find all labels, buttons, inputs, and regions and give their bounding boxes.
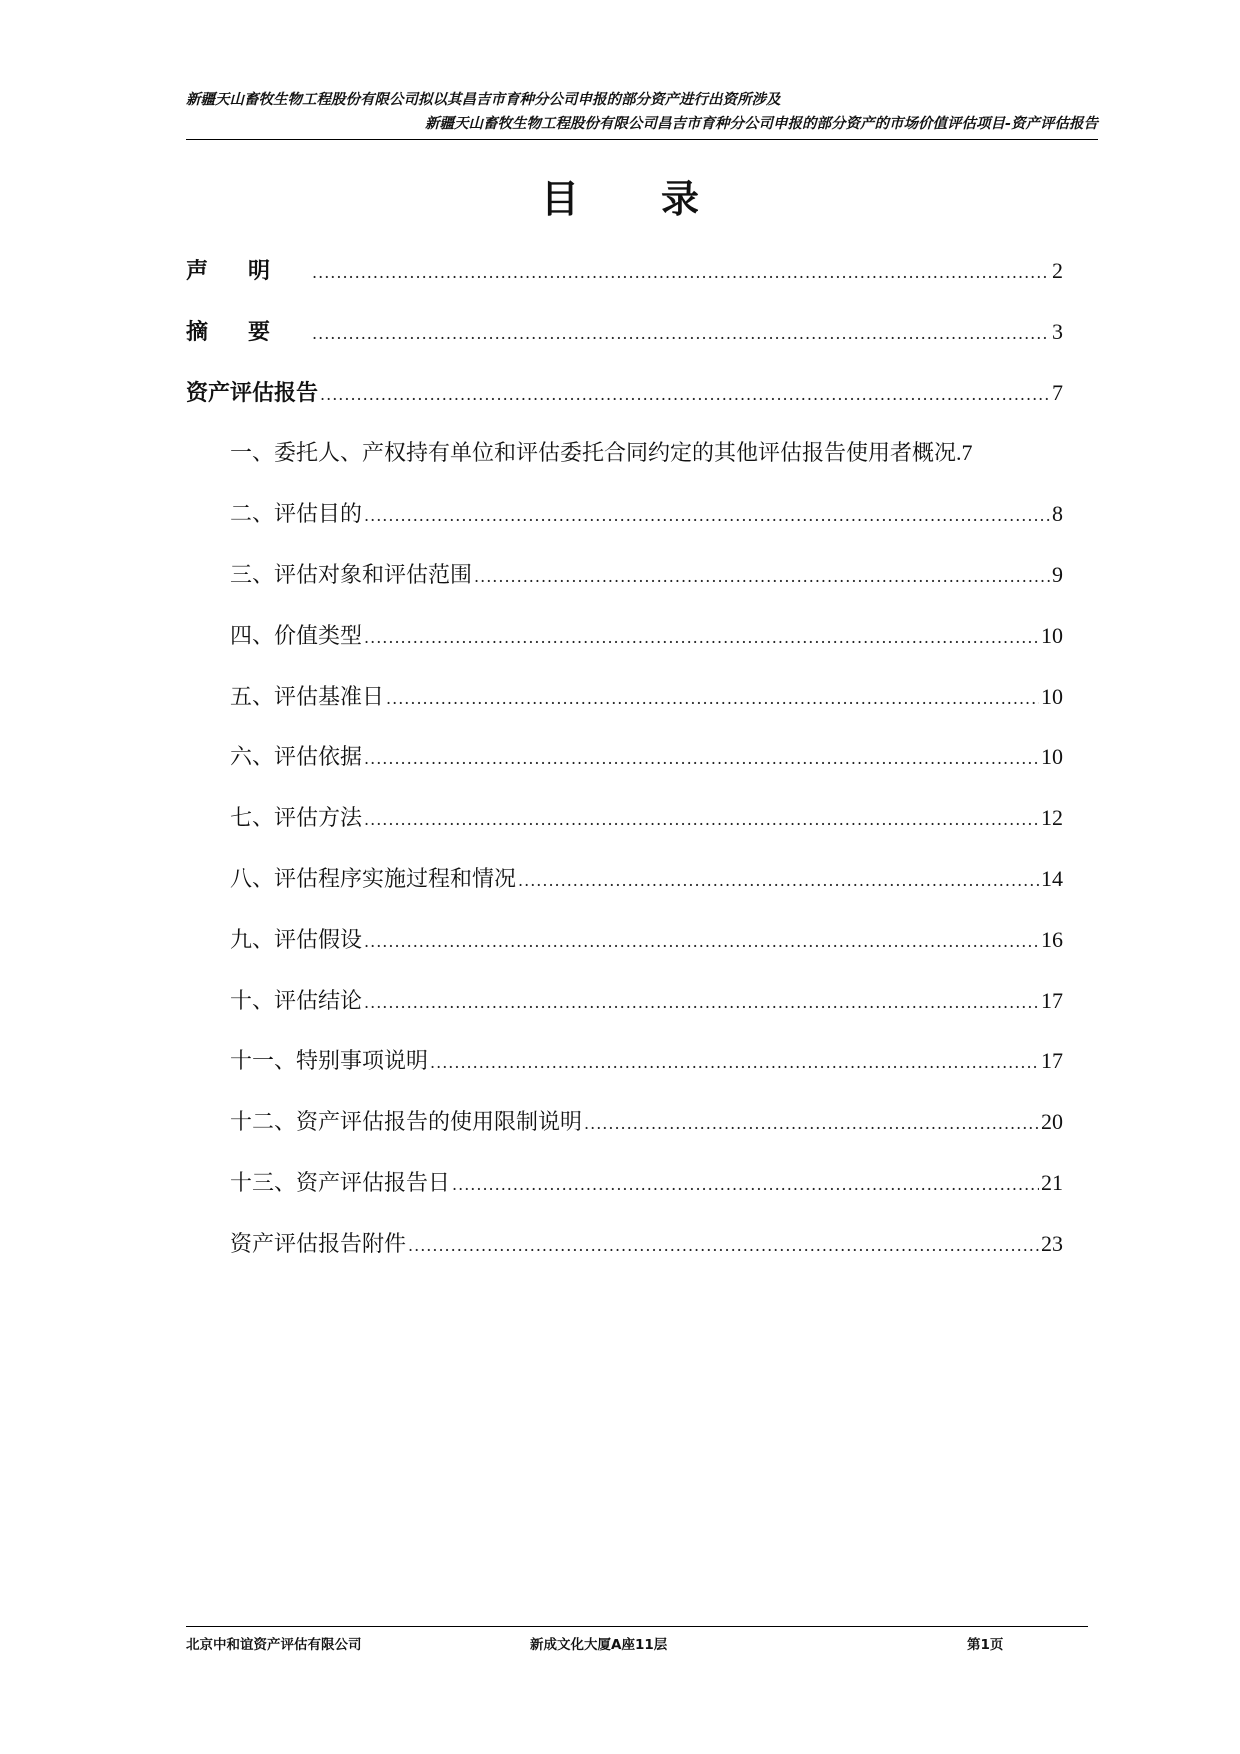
footer-page-number: 第1页 bbox=[967, 1637, 1004, 1653]
dot-leader bbox=[364, 744, 1039, 774]
toc-entry-attachments[interactable] bbox=[186, 1229, 1063, 1290]
toc-entry-page: 17 bbox=[1041, 1048, 1063, 1074]
dot-leader bbox=[584, 1109, 1039, 1139]
footer-address: 新成文化大厦A座11层 bbox=[530, 1637, 668, 1653]
toc-entry-page: 21 bbox=[1041, 1169, 1063, 1195]
toc-entry-page: 7 bbox=[1052, 379, 1063, 405]
toc-entry-label: 声明 bbox=[186, 259, 311, 284]
dot-leader bbox=[364, 623, 1039, 653]
toc-entry-page: 10 bbox=[1041, 744, 1063, 770]
toc-entry-page: 3 bbox=[1052, 318, 1063, 344]
dot-leader bbox=[364, 805, 1039, 835]
dot-leader bbox=[312, 319, 1050, 349]
toc-entry-page: 16 bbox=[1041, 926, 1063, 952]
toc-entry-label: 二、评估目的 bbox=[230, 502, 363, 528]
toc-entry-label: 十、评估结论 bbox=[230, 988, 363, 1014]
toc-entry-label: 四、价值类型 bbox=[230, 623, 363, 649]
toc-entry-label: 六、评估依据 bbox=[230, 745, 363, 771]
toc-entry-section-11[interactable] bbox=[186, 1046, 1063, 1107]
toc-entry-page: 20 bbox=[1041, 1109, 1063, 1135]
toc-entry-section-9[interactable] bbox=[186, 925, 1063, 986]
toc-entry-label: 九、评估假设 bbox=[230, 927, 363, 953]
toc-entry-section-3[interactable] bbox=[186, 560, 1063, 621]
toc-entry-label: 八、评估程序实施过程和情况 bbox=[230, 866, 517, 892]
toc-entry-section-2[interactable] bbox=[186, 499, 1063, 560]
toc-entry-page: .7 bbox=[956, 440, 973, 466]
dot-leader bbox=[364, 927, 1039, 957]
dot-leader bbox=[474, 562, 1050, 592]
dot-leader bbox=[430, 1048, 1039, 1078]
table-of-contents bbox=[186, 256, 1063, 1290]
toc-entry-summary[interactable] bbox=[186, 317, 1063, 378]
toc-entry-label: 资产评估报告 bbox=[186, 380, 319, 406]
toc-entry-page: 9 bbox=[1052, 561, 1063, 587]
toc-entry-report[interactable] bbox=[186, 378, 1063, 439]
toc-entry-label: 资产评估报告附件 bbox=[230, 1231, 407, 1257]
toc-entry-section-8[interactable] bbox=[186, 864, 1063, 925]
toc-entry-label: 十一、特别事项说明 bbox=[230, 1049, 429, 1075]
toc-entry-page: 10 bbox=[1041, 683, 1063, 709]
running-header bbox=[186, 88, 1098, 136]
toc-entry-page: 12 bbox=[1041, 805, 1063, 831]
toc-entry-page: 10 bbox=[1041, 622, 1063, 648]
header-divider bbox=[186, 139, 1098, 140]
dot-leader bbox=[408, 1231, 1039, 1261]
toc-entry-page: 23 bbox=[1041, 1230, 1063, 1256]
toc-entry-section-12[interactable] bbox=[186, 1107, 1063, 1168]
page-title: 目录 bbox=[540, 177, 781, 221]
toc-entry-label: 十三、资产评估报告日 bbox=[230, 1170, 451, 1196]
toc-entry-section-1[interactable] bbox=[186, 438, 1063, 499]
dot-leader bbox=[452, 1170, 1039, 1200]
dot-leader bbox=[386, 684, 1039, 714]
header-line-1: 新疆天山畜牧生物工程股份有限公司拟以其昌吉市育种分公司申报的部分资产进行出资所涉及 bbox=[186, 92, 781, 108]
toc-entry-page: 8 bbox=[1052, 501, 1063, 527]
toc-entry-page: 14 bbox=[1041, 865, 1063, 891]
toc-entry-section-10[interactable] bbox=[186, 986, 1063, 1047]
dot-leader bbox=[518, 866, 1039, 896]
dot-leader bbox=[364, 988, 1039, 1018]
header-line-2: 新疆天山畜牧生物工程股份有限公司昌吉市育种分公司申报的部分资产的市场价值评估项目-资产评估报告 bbox=[424, 116, 1098, 132]
toc-entry-label: 十二、资产评估报告的使用限制说明 bbox=[230, 1110, 583, 1136]
toc-entry-section-13[interactable] bbox=[186, 1168, 1063, 1229]
footer-divider bbox=[186, 1626, 1088, 1627]
toc-entry-page: 2 bbox=[1052, 258, 1063, 283]
footer-company: 北京中和谊资产评估有限公司 bbox=[186, 1637, 362, 1653]
toc-entry-label: 七、评估方法 bbox=[230, 806, 363, 832]
toc-entry-label: 一、委托人、产权持有单位和评估委托合同约定的其他评估报告使用者概况 bbox=[230, 441, 957, 467]
toc-entry-section-4[interactable] bbox=[186, 621, 1063, 682]
dot-leader bbox=[312, 258, 1050, 288]
toc-entry-statement[interactable] bbox=[186, 256, 1063, 317]
dot-leader bbox=[320, 380, 1050, 410]
toc-entry-section-7[interactable] bbox=[186, 803, 1063, 864]
toc-entry-section-5[interactable] bbox=[186, 682, 1063, 743]
dot-leader bbox=[364, 501, 1050, 531]
toc-entry-label: 三、评估对象和评估范围 bbox=[230, 562, 473, 588]
toc-entry-label: 五、评估基准日 bbox=[230, 684, 385, 710]
toc-entry-section-6[interactable] bbox=[186, 742, 1063, 803]
toc-entry-page: 17 bbox=[1041, 987, 1063, 1013]
toc-entry-label: 摘要 bbox=[186, 319, 311, 345]
